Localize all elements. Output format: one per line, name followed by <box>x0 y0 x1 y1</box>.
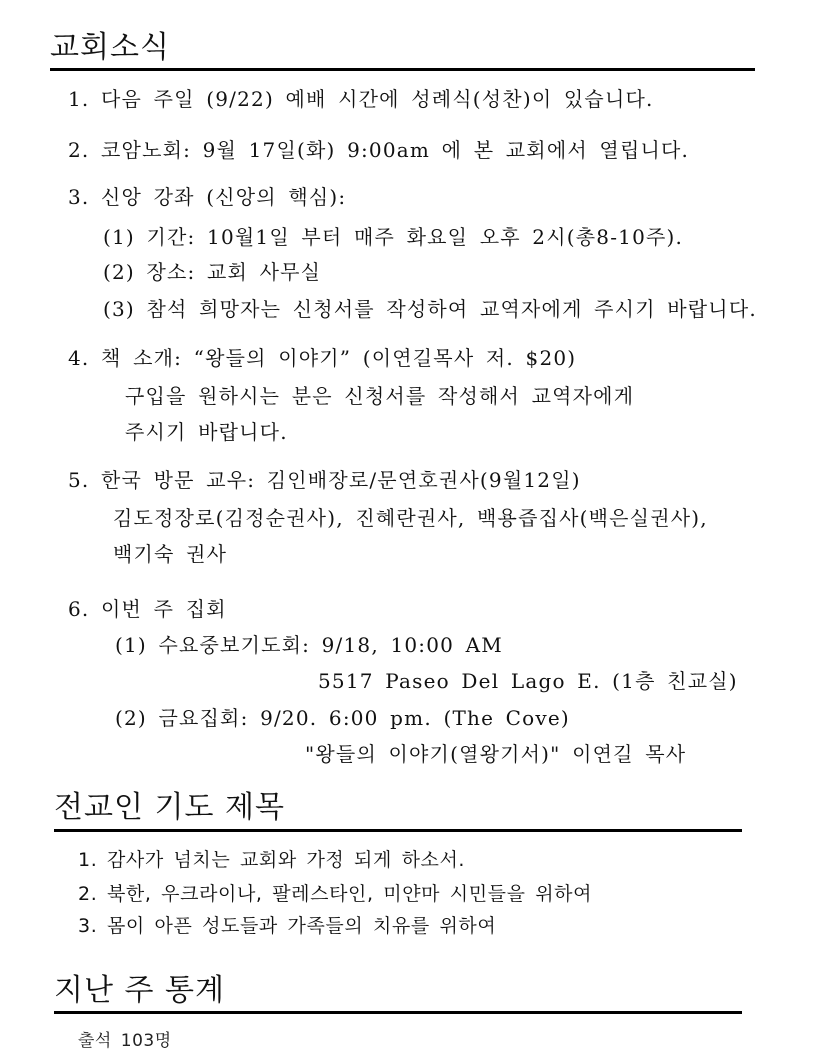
attendance-count: 출석 103명 <box>78 1031 172 1051</box>
news-item-6-heading: 6. 이번 주 집회 <box>68 597 227 621</box>
news-item-3-location: (2) 장소: 교회 사무실 <box>103 260 322 284</box>
section-title-stats: 지난 주 통계 <box>54 973 225 1008</box>
news-item-6-friday-topic: "왕들의 이야기(열왕기서)" 이연길 목사 <box>305 742 687 766</box>
news-item-1: 1. 다음 주일 (9/22) 예배 시간에 성례식(성찬)이 있습니다. <box>68 87 654 111</box>
news-item-6-wednesday: (1) 수요중보기도회: 9/18, 10:00 AM <box>115 633 503 657</box>
news-item-5-heading: 5. 한국 방문 교우: 김인배장로/문연호권사(9월12일) <box>68 468 581 492</box>
section-divider <box>54 1011 742 1014</box>
news-item-6-friday: (2) 금요집회: 9/20. 6:00 pm. (The Cove) <box>115 706 570 730</box>
section-title-church-news: 교회소식 <box>50 30 170 65</box>
news-item-3-period: (1) 기간: 10월1일 부터 매주 화요일 오후 2시(총8-10주). <box>103 225 684 249</box>
news-item-5-cont2: 백기숙 권사 <box>113 542 228 566</box>
news-item-6-wednesday-address: 5517 Paseo Del Lago E. (1층 친교실) <box>318 669 738 693</box>
news-item-4-cont2: 주시기 바랍니다. <box>125 420 288 444</box>
news-item-4-cont1: 구입을 원하시는 분은 신청서를 작성해서 교역자에게 <box>125 384 635 408</box>
news-item-3-heading: 3. 신앙 강좌 (신앙의 핵심): <box>68 185 347 209</box>
news-item-2: 2. 코암노회: 9월 17일(화) 9:00am 에 본 교회에서 열립니다. <box>68 138 690 162</box>
prayer-item-3: 3. 몸이 아픈 성도들과 가족들의 치유를 위하여 <box>78 915 497 937</box>
section-title-prayer: 전교인 기도 제목 <box>54 790 285 825</box>
news-item-4-heading: 4. 책 소개: “왕들의 이야기” (이연길목사 저. $20) <box>68 346 577 370</box>
prayer-item-1: 1. 감사가 넘치는 교회와 가정 되게 하소서. <box>78 849 466 871</box>
prayer-item-2: 2. 북한, 우크라이나, 팔레스타인, 미얀마 시민들을 위하여 <box>78 883 593 905</box>
news-item-5-cont1: 김도정장로(김정순권사), 진혜란권사, 백용즙집사(백은실권사), <box>113 506 708 530</box>
section-divider <box>50 68 755 71</box>
section-divider <box>54 829 742 832</box>
news-item-3-signup: (3) 참석 희망자는 신청서를 작성하여 교역자에게 주시기 바랍니다. <box>103 297 757 321</box>
